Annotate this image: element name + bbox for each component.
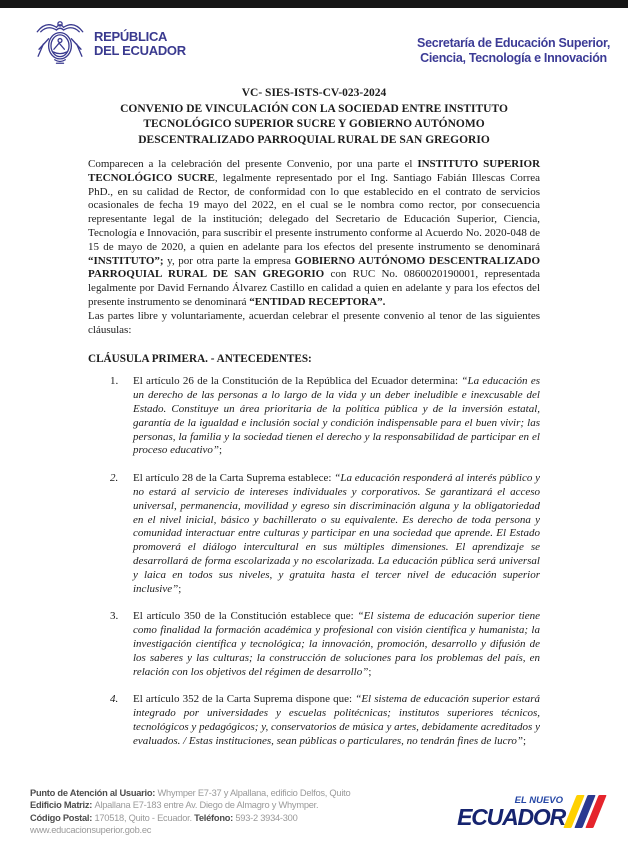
brand-line-2: DEL ECUADOR <box>94 43 186 58</box>
el-nuevo-ecuador-logo <box>457 795 600 831</box>
document-code: VC- SIES-ISTS-CV-023-2024 <box>241 87 387 99</box>
list-item-number: 3. <box>110 610 119 623</box>
contact-line: Punto de Atención al Usuario: Whymper E7-37 y Alpallana, edificio Delfos, Quito <box>30 788 351 799</box>
page-footer <box>0 787 628 846</box>
brand-text <box>94 30 186 58</box>
el-nuevo-ecuador-logo-text <box>457 795 565 831</box>
list-item-number: 2. <box>110 472 119 485</box>
letterhead <box>0 8 628 78</box>
list-item-number: 1. <box>110 375 119 388</box>
list-item <box>110 610 540 679</box>
logo-ecuador-label: ECUADOR <box>457 804 565 831</box>
list-item <box>110 375 540 458</box>
agreement-paragraph: Las partes libre y voluntariamente, acuerdan celebrar el presente convenio al tenor de las siguientes cláusulas: <box>88 309 540 336</box>
republic-brand <box>32 16 186 72</box>
list-item-text: El artículo 352 de la Carta Suprema dispone que: “El sistema de educación superior estará integrado por universidades y escuelas politécnicas; institutos superiores técnicos, tecnológicos y pedagógicos; y, conservatorios de música y artes, debidamente acreditados y evaluados. / Estas instituciones, sean públicas o particulares, no tendrán fines de lucro”; <box>133 693 540 747</box>
list-item-text: El artículo 26 de la Constitución de la República del Ecuador determina: “La educación es un derecho de las personas a lo largo de la vida y un deber ineludible e inexcusable del Estado. Constituye un área prioritaria de la política pública y de la inversión estatal, garantía de la igualdad e inclusión social y condición indispensable para el buen vivir; las personas, la familia y la sociedad tienen el derecho y la responsabilidad de participar en el proceso educativo”; <box>133 375 540 457</box>
logo-el-nuevo-label: EL NUEVO <box>514 795 563 807</box>
document-body <box>0 78 628 762</box>
secretariat-title <box>417 36 610 66</box>
secretariat-line-1: Secretaría de Educación Superior, <box>417 36 610 50</box>
brand-line-1: REPÚBLICA <box>94 29 168 44</box>
website-text: www.educacionsuperior.gob.ec <box>30 824 152 835</box>
list-item-text: El artículo 28 de la Carta Suprema establece: “La educación responderá al interés público y no estará al servicio de intereses individuales y corporativos. Se garantizará el acceso universal, permanencia, movilidad y egreso sin discriminación alguna y la obligatoriedad en el nivel inicial, básico y bachillerato o su equivalente. Es derecho de toda persona y comunidad interactuar entre culturas y participar en una sociedad que aprende. El Estado promoverá el diálogo intercultural en sus múltiples dimensiones. El aprendizaje se desarrollará de forma escolarizada y no escolarizada. La educación pública será universal y laica en todos sus niveles, y gratuita hasta el tercer nivel de educación superior inclusive”; <box>133 472 540 595</box>
top-black-bar <box>0 0 628 8</box>
list-item-number: 4. <box>110 693 119 706</box>
list-item <box>110 693 540 748</box>
list-item <box>110 472 540 596</box>
flag-stripes-icon <box>570 795 600 828</box>
opening-paragraph: Comparecen a la celebración del presente Convenio, por una parte el INSTITUTO SUPERIOR TECNOLÓGICO SUCRE, legalmente representado por el Ing. Santiago Fabián Illescas Correa PhD., en su calidad de Rector, de conformidad con lo que establecido en el contrato de servicios ocasionales de fecha 19 mayo del 2022, en el cual se le nombra como rector, por consecuencia representante legal de la institución; delegado del Secretario de Educación Superior, Ciencia, Tecnología e Innovación, para suscribir el presente instrumento conforme al Acuerdo No. 2020-048 de 15 de mayo de 2020, a quien en adelante para los efectos del presente instrumento se denominará “INSTITUTO”; y, por otra parte la empresa GOBIERNO AUTÓNOMO DESCENTRALIZADO PARROQUIAL RURAL DE SAN GREGORIO con RUC No. 0860020190001, representada legalmente por David Fernando Álvarez Castillo en calidad a quien en adelante y para los efectos del presente instrumento se denominará “ENTIDAD RECEPTORA”. <box>88 158 541 308</box>
coat-of-arms-ecuador-icon <box>32 16 88 72</box>
contact-info <box>30 787 350 836</box>
clause-heading: CLÁUSULA PRIMERA. - ANTECEDENTES: <box>88 353 312 366</box>
list-item-text: El artículo 350 de la Constitución establece que: “El sistema de educación superior tiene como finalidad la formación académica y profesional con visión científica y humanista; la investigación científica y tecnológica; la innovación, promoción, desarrollo y difusión de los saberes y las culturas; la construcción de soluciones para los problemas del país, en relación con los objetivos del régimen de desarrollo”; <box>133 610 540 678</box>
document-title: CONVENIO DE VINCULACIÓN CON LA SOCIEDAD ENTRE INSTITUTO TECNOLÓGICO SUPERIOR SUCRE Y GOBIERNO AUTÓNOMO DESCENTRALIZADO PARROQUIAL RURAL DE SAN GREGORIO <box>120 102 508 146</box>
antecedentes-list <box>88 375 540 748</box>
secretariat-line-2: Ciencia, Tecnología e Innovación <box>420 51 607 65</box>
contact-line: Código Postal: 170518, Quito - Ecuador. Teléfono: 593-2 3934-300 <box>30 812 298 823</box>
contact-line: Edificio Matriz: Alpallana E7-183 entre Av. Diego de Almagro y Whymper. <box>30 800 319 811</box>
